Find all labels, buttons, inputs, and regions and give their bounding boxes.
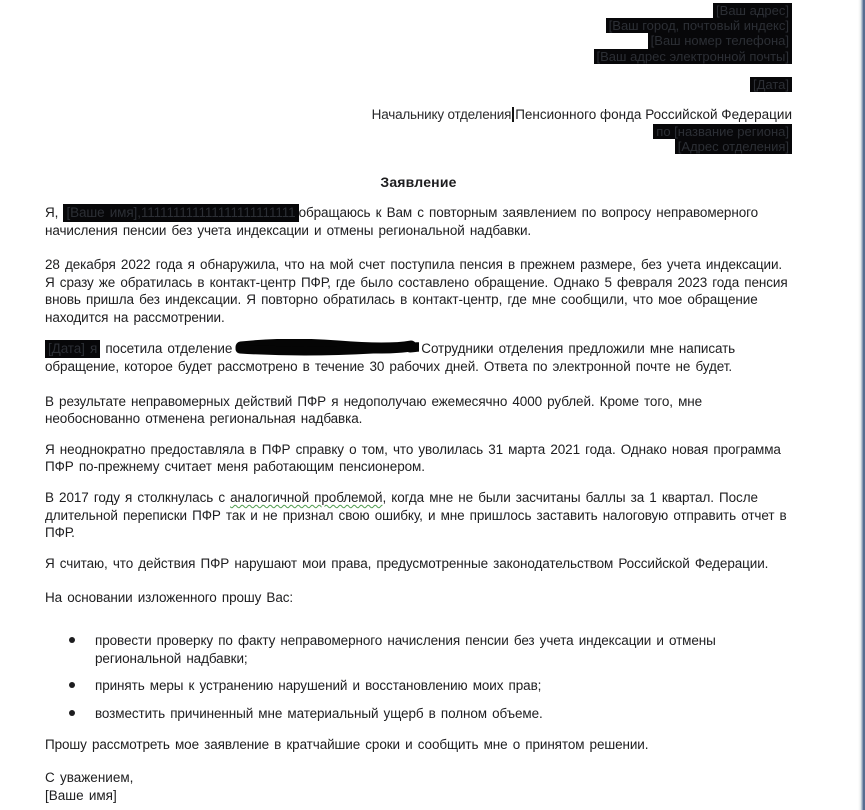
recipient-line	[45, 107, 792, 124]
bullet-icon	[69, 637, 75, 643]
redacted-name: [Ваше имя],111111111111111111111111	[63, 204, 298, 222]
paragraph-text: посетила отделение	[100, 341, 233, 357]
redacted-address: [Ваш адрес]	[713, 3, 792, 18]
request-item[interactable]	[45, 632, 792, 667]
signature-block[interactable]	[45, 769, 792, 804]
bullet-icon	[69, 682, 75, 688]
paragraph-text: Сотрудники отделения предложили мне написать обращение, которое будет рассмотрено в течение 30 рабочих дней. Ответа по электронной почте не будет.	[45, 341, 736, 375]
salutation: С уважением,	[45, 769, 134, 785]
paragraph-2017[interactable]	[45, 489, 792, 542]
request-item[interactable]	[45, 677, 792, 695]
letterhead	[45, 0, 792, 92]
redacted-region: по [название региона]	[653, 124, 792, 139]
request-list	[45, 632, 792, 722]
paragraph-text: В 2017 году я столкнулась с	[45, 490, 231, 506]
paragraph-certificate[interactable]: Я неоднократно предоставляла в ПФР справку о том, что уволилась 31 марта 2021 года. Однако новая программа ПФР по-прежнему считает меня работающим пенсионером.	[45, 441, 781, 475]
redacted-email: [Ваш адрес электронной почты]	[594, 49, 792, 64]
paragraph-visit[interactable]	[45, 339, 792, 375]
paragraph-rights[interactable]: Я считаю, что действия ПФР нарушают мои права, предусмотренные законодательством Российской Федерации.	[45, 555, 769, 571]
request-item-text: принять меры к устранению нарушений и восстановлению моих прав;	[95, 678, 542, 694]
request-intro[interactable]: На основании изложенного прошу Вас:	[45, 590, 294, 606]
paragraph-damages[interactable]: В результате неправомерных действий ПФР я недополучаю ежемесячно 4000 рублей. Кроме того, мне необоснованно отменена региональная надбавка.	[45, 393, 703, 427]
recipient-org: Пенсионного фонда Российской Федерации	[515, 107, 792, 123]
letterhead-line	[45, 18, 792, 33]
paragraph-december[interactable]: 28 декабря 2022 года я обнаружила, что на мой счет поступила пенсия в прежнем размере, без учета индексации. Я сразу же обратилась в контакт-центр ПФР, где было составлено обращение. Однако 5 февраля 2023 года пенсия вновь пришла без индексации. Я повторно обратилась в контакт-центр, где мне сообщили, что мое обращение находится на рассмотрении.	[45, 257, 788, 325]
redacted-visit-date: [Дата] я	[45, 340, 100, 358]
letterhead-line	[45, 3, 792, 18]
redacted-office-address: [Адрес отделения]	[675, 139, 792, 154]
redacted-phone: [Ваш номер телефона]	[648, 33, 792, 48]
letterhead-line	[45, 49, 792, 64]
document-title: Заявление	[380, 173, 457, 190]
paragraph-text: , когда мне не были засчитаны баллы за 1 квартал. После длительной переписки ПФР так и не признал свою ошибку, и мне пришлось заставить налоговую отправить отчет в ПФР.	[45, 490, 787, 541]
paragraph-intro[interactable]	[45, 204, 792, 239]
redacted-city: [Ваш город, почтовый индекс]	[606, 18, 792, 33]
letterhead-date-line	[45, 77, 792, 92]
text-cursor	[512, 107, 514, 122]
letterhead-line	[45, 33, 792, 48]
recipient-region-line	[45, 124, 792, 139]
redacted-date: [Дата]	[750, 77, 792, 92]
grammar-flagged-text: аналогичной проблемой	[230, 490, 383, 506]
signature-placeholder: [Ваше имя]	[45, 787, 117, 803]
paragraph-text: Я,	[45, 204, 64, 220]
window-edge	[858, 0, 865, 810]
request-item-text: провести проверку по факту неправомерного начисления пенсии без учета индексации и отмены региональной надбавки;	[95, 633, 716, 666]
request-item[interactable]	[45, 705, 792, 723]
recipient-prefix: Начальнику отделения	[371, 107, 512, 123]
recipient-address-line	[45, 139, 792, 154]
recipient-block	[45, 107, 792, 154]
closing-request[interactable]: Прошу рассмотреть мое заявление в кратчайшие сроки и сообщить мне о принятом решении.	[45, 737, 649, 753]
paragraph-text: обращаюсь к Вам с повторным заявлением по вопросу неправомерного начисления пенсии без учета индексации и отмены региональной надбавки.	[45, 204, 759, 238]
scribble-redaction	[233, 339, 419, 356]
request-item-text: возместить причиненный мне материальный ущерб в полном объеме.	[95, 705, 543, 721]
document-page[interactable]	[45, 0, 792, 804]
bullet-icon	[69, 710, 75, 716]
